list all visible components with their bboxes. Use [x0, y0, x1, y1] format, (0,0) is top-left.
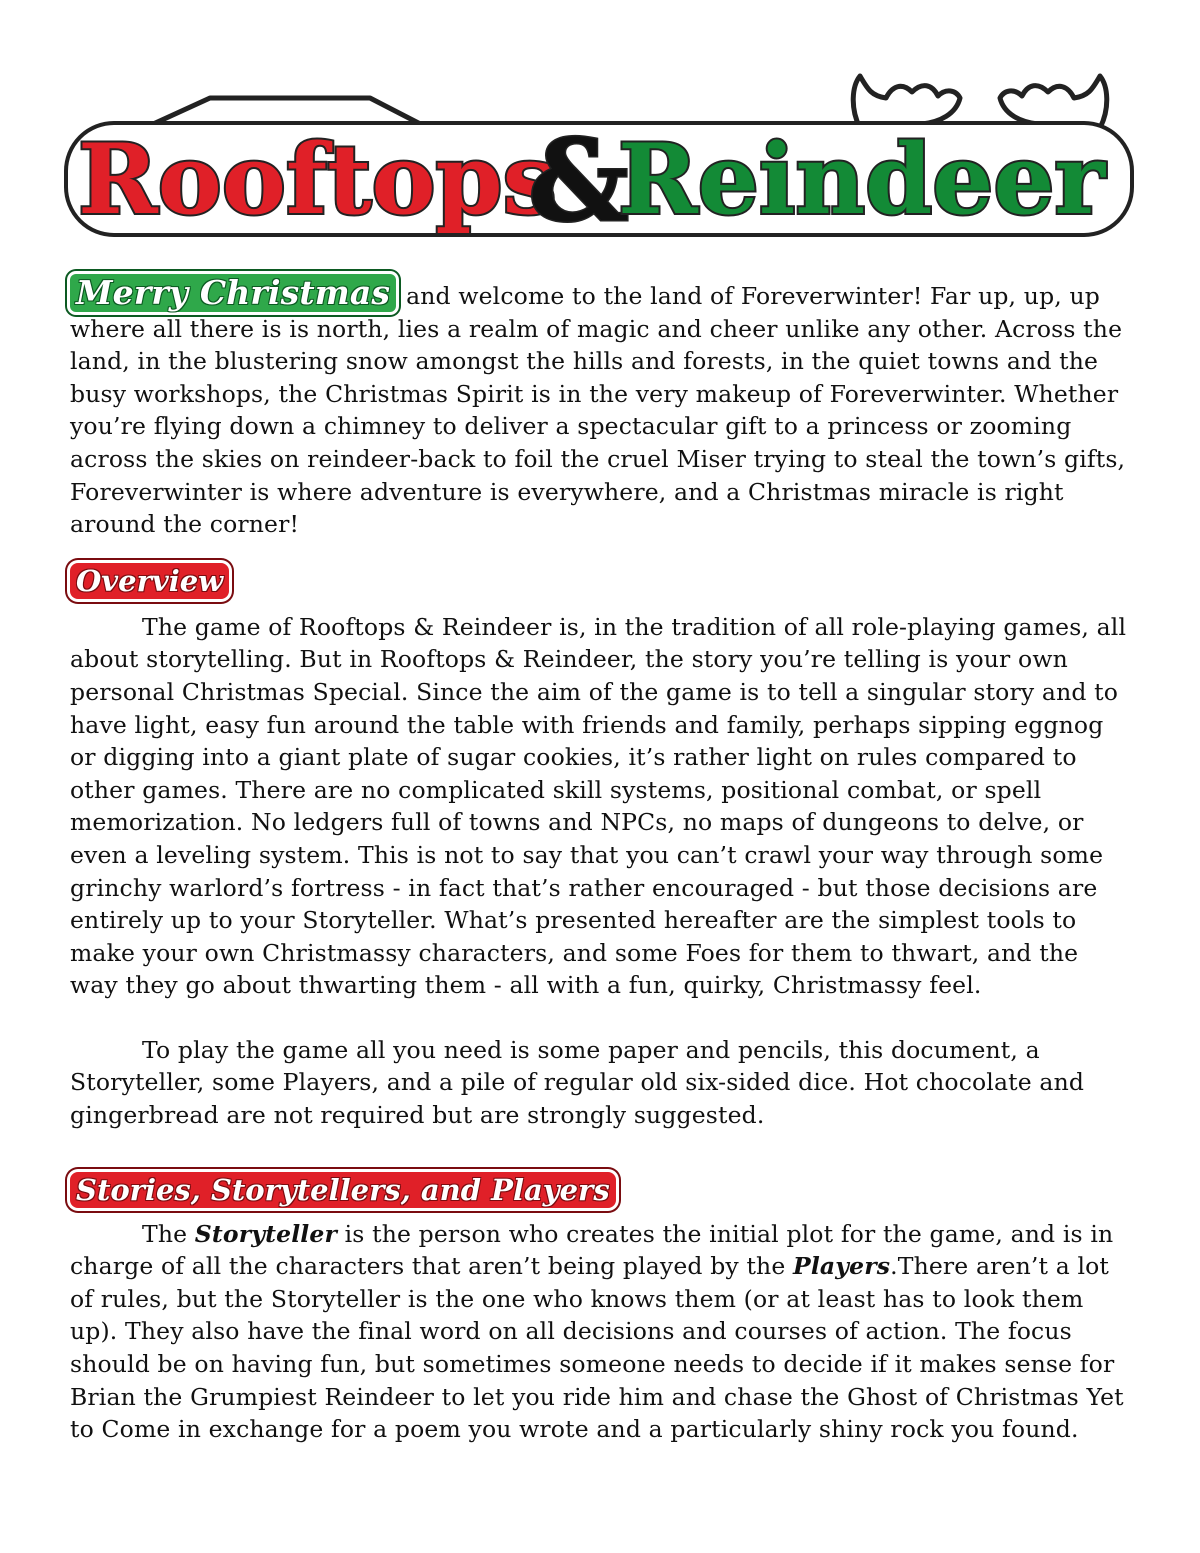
storyteller-term: Storyteller [194, 1219, 337, 1248]
stories-heading-wrap [70, 1172, 1130, 1208]
stories-heading: Stories, Storytellers, and Players [70, 1172, 616, 1208]
overview-heading-wrap [70, 563, 1130, 599]
merry-christmas-badge: Merry Christmas [70, 274, 396, 312]
stories-rest: .There aren’t a lot of rules, but the Storyteller is the one who knows them (or at least has to look them up). They also have the final word on all decisions and courses of action. The focus should be on having fun, but sometimes someone needs to decide if it makes sense for Brian the Grumpiest Reindeer to let you ride him and chase the Ghost of Christmas Yet to Come in exchange for a poem you wrote and a particularly shiny rock you found. [70, 1252, 1124, 1444]
overview-paragraph-2: To play the game all you need is some paper and pencils, this document, a Storyteller, some Players, and a pile of regular old six-sided dice. Hot chocolate and gingerbread are not required but are strongly suggested. [70, 1035, 1085, 1130]
intro-text: and welcome to the land of Foreverwinter! Far up, up, up where all there is is north, lies a realm of magic and cheer unlike any other. Across the land, in the blustering snow amongst the hills and forests, in the quiet towns and the busy workshops, the Christmas Spirit is in the very makeup of Foreverwinter. Whether you’re flying down a chimney to deliver a spectacular gift to a princess or zooming across the skies on reindeer-back to foil the cruel Miser trying to steal the town’s gifts, Foreverwinter is where adventure is everywhere, and a Christmas miracle is right around the corner! [70, 282, 1126, 539]
overview-paragraph-1: The game of Rooftops & Reindeer is, in the tradition of all role-playing games, all about storytelling. But in Rooftops & Reindeer, the story you’re telling is your own personal Christmas Special. Since the aim of the game is to tell a singular story and to have light, easy fun around the table with friends and family, perhaps sipping eggnog or digging into a giant plate of sugar cookies, it’s rather light on rules compared to other games. There are no complicated skill systems, positional combat, or spell memorization. No ledgers full of towns and NPCs, no maps of dungeons to delve, or even a leveling system. This is not to say that you can’t crawl your way through some grinchy warlord’s fortress - in fact that’s rather encouraged - but those decisions are entirely up to your Storyteller. What’s presented hereafter are the simplest tools to make your own Christmassy characters, and some Foes for them to thwart, and the way they go about thwarting them - all with a fun, quirky, Christmassy feel. [70, 612, 1127, 1000]
intro-paragraph [70, 274, 1130, 541]
overview-heading: Overview [70, 563, 229, 599]
players-term: Players [793, 1252, 891, 1281]
antlers-icon [853, 76, 1107, 128]
logo-ampersand: & [528, 116, 630, 247]
logo-word-reindeer: Reindeer [618, 123, 1105, 236]
paragraph-gap [70, 1002, 1130, 1034]
document-body [70, 274, 1130, 1446]
logo-word-rooftops: Rooftops [78, 123, 557, 236]
stories-paragraph [70, 1218, 1130, 1446]
title-logo [60, 68, 1140, 248]
stories-lead: The [142, 1219, 195, 1248]
stories-mid: is the person who creates the initial plot for the game, and is in charge of all the characters that aren’t being played by the [70, 1219, 1114, 1281]
